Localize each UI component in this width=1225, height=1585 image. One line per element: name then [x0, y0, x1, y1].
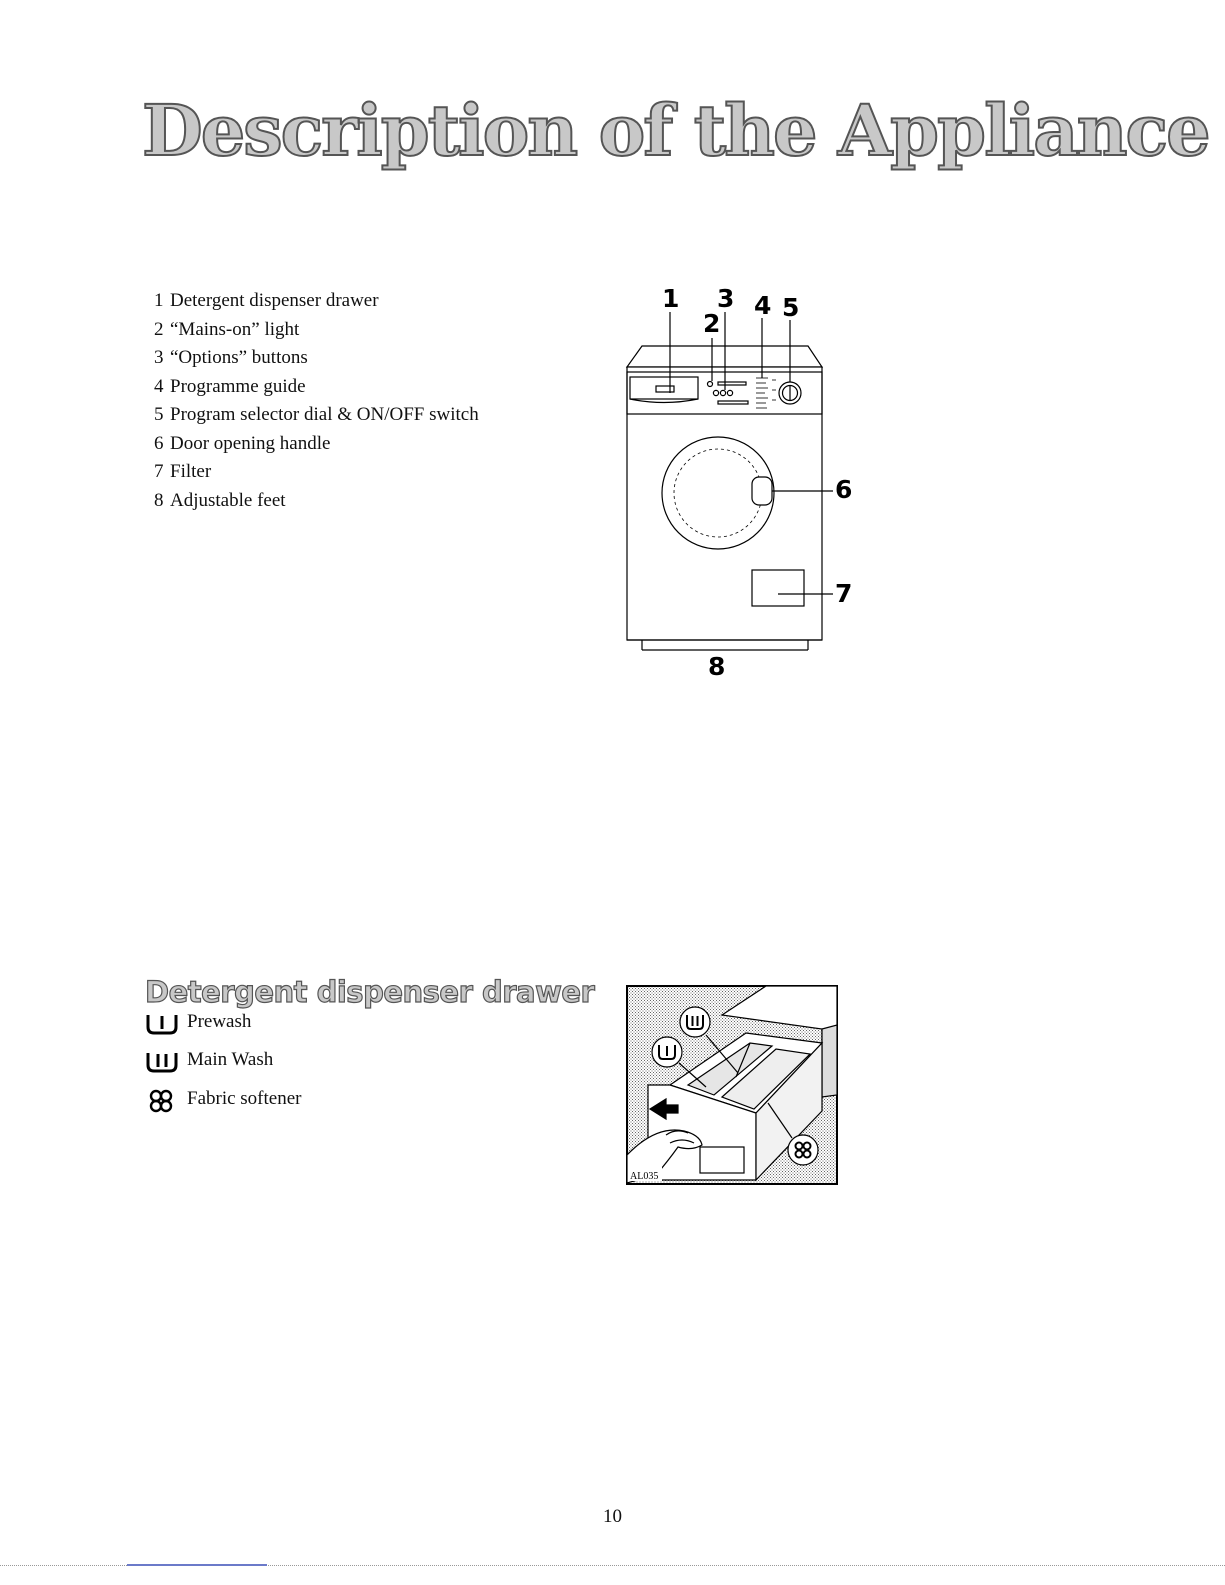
callout-8: 8 [708, 652, 726, 681]
callout-1: 1 [662, 284, 680, 313]
part-number: 3 [154, 347, 164, 368]
page-title: Description of the Appliance [142, 89, 1209, 172]
part-label: Program selector dial & ON/OFF switch [170, 404, 479, 425]
part-label: Adjustable feet [170, 489, 286, 511]
legend-item [145, 1008, 465, 1038]
list-item [154, 487, 479, 516]
callout-2: 2 [703, 309, 721, 338]
callout-7: 7 [835, 579, 853, 608]
part-number: 4 [154, 375, 164, 397]
legend-item [145, 1085, 465, 1115]
bottom-mark [127, 1564, 267, 1566]
part-number: 2 [154, 318, 164, 340]
part-label: Programme guide [170, 375, 306, 397]
image-code: AL035 [630, 1171, 659, 1182]
list-item [154, 287, 479, 316]
list-item [154, 344, 479, 373]
part-label: Filter [170, 461, 212, 482]
parts-list [154, 287, 479, 515]
part-number: 7 [154, 461, 164, 482]
page-number: 10 [603, 1506, 622, 1527]
legend-item [145, 1046, 465, 1076]
cabinet-body [627, 367, 822, 640]
callout-6: 6 [835, 475, 853, 504]
list-item [154, 458, 479, 487]
legend-label: Fabric softener [187, 1088, 302, 1109]
list-item [154, 373, 479, 402]
part-label: “Mains-on” light [170, 318, 300, 340]
door-handle [752, 477, 772, 505]
legend-label: Main Wash [187, 1049, 274, 1070]
part-number: 5 [154, 404, 164, 425]
callout-3: 3 [717, 284, 735, 313]
section-title: Detergent dispenser drawer [145, 975, 595, 1009]
part-number: 1 [154, 290, 164, 311]
list-item [154, 316, 479, 345]
list-item [154, 401, 479, 430]
main-wash-icon [145, 1050, 179, 1074]
list-item [154, 430, 479, 459]
prewash-icon [145, 1012, 179, 1036]
part-label: Door opening handle [170, 432, 331, 454]
part-label: Detergent dispenser drawer [170, 290, 379, 311]
callout-4: 4 [754, 291, 772, 320]
washing-machine-diagram [600, 280, 860, 690]
callout-5: 5 [782, 293, 800, 322]
part-number: 8 [154, 489, 164, 511]
part-label: “Options” buttons [170, 347, 308, 368]
fabric-softener-icon [145, 1089, 179, 1113]
dispenser-drawer-illustration [626, 985, 838, 1185]
part-number: 6 [154, 432, 164, 454]
legend-label: Prewash [187, 1011, 252, 1032]
